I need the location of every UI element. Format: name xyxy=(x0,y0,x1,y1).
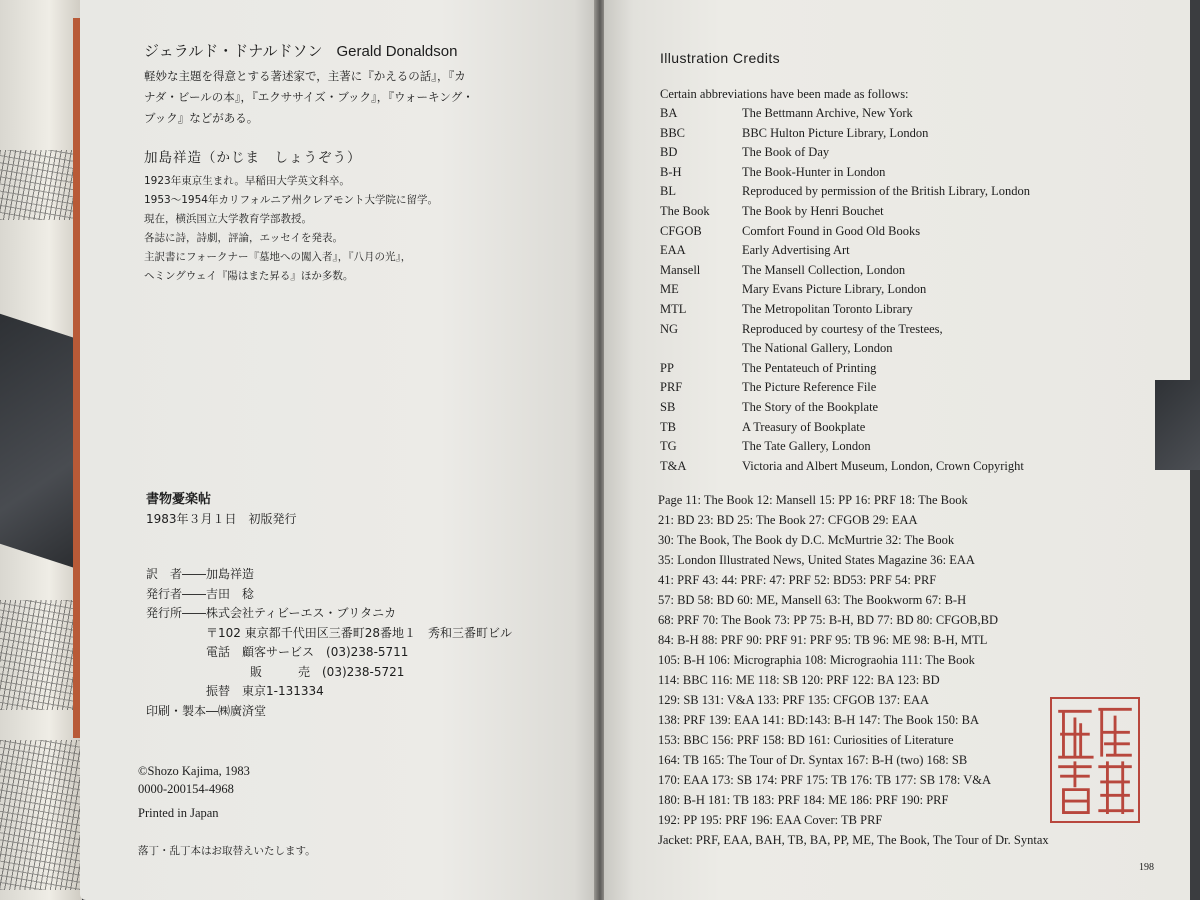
abbreviation-code: B-H xyxy=(660,164,682,179)
translator-bio-line: 主訳書にフォークナー『墓地への闖入者』，『八月の光』， xyxy=(144,251,412,263)
colophon-translator: 訳 者――加島祥造 xyxy=(146,567,255,581)
abbreviation-row xyxy=(660,437,1030,457)
page-credit-line: 114: BBC 116: ME 118: SB 120: PRF 122: BA 123: BD xyxy=(658,673,940,687)
abbreviation-code: The Book xyxy=(660,203,710,218)
abbreviation-table xyxy=(660,104,1030,476)
colophon-phone xyxy=(206,643,512,663)
abbreviation-description: The National Gallery, London xyxy=(742,341,893,356)
abbreviation-code: BA xyxy=(660,106,678,120)
etching-fragment xyxy=(0,740,80,890)
abbreviation-row xyxy=(660,418,1030,438)
page-credit-line: 138: PRF 139: EAA 141: BD:143: B-H 147: The Book 150: BA xyxy=(658,713,979,727)
right-page xyxy=(604,0,1190,900)
abbreviation-description: The Book by Henri Bouchet xyxy=(742,203,884,218)
abbreviation-description: Early Advertising Art xyxy=(742,243,850,258)
abbreviation-description: The Bettmann Archive, New York xyxy=(742,106,913,120)
copyright-block xyxy=(138,762,250,822)
author-bio-line: ブック』などがある。 xyxy=(144,111,259,125)
abbreviation-code: TB xyxy=(660,419,676,434)
abbreviation-description: The Pentateuch of Printing xyxy=(742,360,877,375)
page-credit-line: 30: The Book, The Book dy D.C. McMurtrie 32: The Book xyxy=(658,533,955,547)
abbreviation-row xyxy=(660,124,1030,144)
abbreviation-description: Reproduced by permission of the British Library, London xyxy=(742,184,1031,199)
abbreviation-code: CFGOB xyxy=(660,223,702,238)
page-number: 198 xyxy=(1139,862,1154,873)
abbreviation-description: Reproduced by courtesy of the Trestees, xyxy=(742,321,943,336)
abbreviation-description: The Book-Hunter in London xyxy=(742,164,886,179)
replacement-notice: 落丁・乱丁本はお取替えいたします。 xyxy=(138,845,316,857)
abbreviation-description: The Book of Day xyxy=(742,145,830,160)
translator-bio-line: 現在，横浜国立大学教育学部教授。 xyxy=(144,213,312,225)
abbreviation-row xyxy=(660,359,1030,379)
copyright-line: ©Shozo Kajima, 1983 xyxy=(138,764,250,778)
colophon xyxy=(146,565,512,721)
abbreviation-row xyxy=(660,280,1030,300)
colophon-publisher: 発行所――株式会社ティビーエス・ブリタニカ xyxy=(146,606,397,620)
dark-book-corner-right xyxy=(1155,380,1200,470)
author-bio-line: 軽妙な主題を得意とする著述家で，主著に『かえるの話』，『カ xyxy=(144,69,466,83)
author-heading xyxy=(144,40,457,61)
printed-in-line: Printed in Japan xyxy=(138,806,219,820)
phone-sales: 販 売 (03)238-5721 xyxy=(250,664,405,679)
abbreviation-code: Mansell xyxy=(660,262,701,277)
abbreviation-code: TG xyxy=(660,439,677,454)
abbreviation-row xyxy=(660,241,1030,261)
abbreviation-row xyxy=(660,104,1030,124)
abbreviation-code: T&A xyxy=(660,458,687,473)
colophon-transfer xyxy=(206,682,512,702)
abbreviation-description: The Picture Reference File xyxy=(742,380,877,395)
page-credit-line: Jacket: PRF, EAA, BAH, TB, BA, PP, ME, The Book, The Tour of Dr. Syntax xyxy=(658,833,1049,847)
colophon-printer: 印刷・製本―㈱廣済堂 xyxy=(146,703,267,718)
abbreviation-description: Comfort Found in Good Old Books xyxy=(742,223,921,238)
abbreviation-code: PP xyxy=(660,360,674,375)
book-title: 書物憂楽帖 xyxy=(146,492,212,507)
page-credit-line: 41: PRF 43: 44: PRF: 47: PRF 52: BD53: PRF 54: PRF xyxy=(658,573,937,587)
page-credit-line: 21: BD 23: BD 25: The Book 27: CFGOB 29: EAA xyxy=(658,513,918,527)
page-credit-line: 192: PP 195: PRF 196: EAA Cover: TB PRF xyxy=(658,813,883,827)
abbreviation-description: BBC Hulton Picture Library, London xyxy=(742,125,929,140)
abbreviation-row xyxy=(660,320,1030,340)
abbreviation-description: Victoria and Albert Museum, London, Crown Copyright xyxy=(742,458,1024,473)
etching-fragment xyxy=(0,600,80,710)
translator-bio-line: 各誌に詩，詩劇，評論，エッセイを発表。 xyxy=(144,232,343,244)
abbreviation-row xyxy=(660,378,1030,398)
translator-bio-line: 1953〜1954年カリフォルニア州クレアモント大学院に留学。 xyxy=(144,194,438,206)
abbreviation-code: SB xyxy=(660,399,676,414)
isbn-line: 0000-200154-4968 xyxy=(138,782,234,796)
abbreviation-row xyxy=(660,143,1030,163)
page-credit-list xyxy=(658,490,1049,850)
abbreviation-description: The Story of the Bookplate xyxy=(742,399,879,414)
abbreviation-row xyxy=(660,300,1030,320)
page-credit-line: 170: EAA 173: SB 174: PRF 175: TB 176: TB 177: SB 178: V&A xyxy=(658,773,992,787)
author-bio-line: ナダ・ビールの本』，『エクササイズ・ブック』，『ウォーキング・ xyxy=(144,90,474,104)
page-credit-line: 68: PRF 70: The Book 73: PP 75: B-H, BD 77: BD 80: CFGOB,BD xyxy=(658,613,998,627)
abbreviation-code: BL xyxy=(660,184,676,199)
page-credit-line: 57: BD 58: BD 60: ME, Mansell 63: The Bookworm 67: B-H xyxy=(658,593,967,607)
abbreviation-code: ME xyxy=(660,282,679,297)
translator-bio xyxy=(144,172,544,286)
seal-glyph-strokes xyxy=(1052,699,1138,821)
page-credit-line: Page 11: The Book 12: Mansell 15: PP 16: PRF 18: The Book xyxy=(658,493,968,507)
abbreviation-row xyxy=(660,222,1030,242)
abbreviation-row xyxy=(660,163,1030,183)
abbreviation-code: BD xyxy=(660,145,678,160)
credits-intro: Certain abbreviations have been made as follows: xyxy=(660,87,909,101)
page-credit-line: 129: SB 131: V&A 133: PRF 135: CFGOB 137: EAA xyxy=(658,693,930,707)
page-credit-line: 84: B-H 88: PRF 90: PRF 91: PRF 95: TB 96: ME 98: B-H, MTL xyxy=(658,633,988,647)
abbreviation-description: A Treasury of Bookplate xyxy=(742,419,866,434)
page-credit-line: 35: London Illustrated News, United States Magazine 36: EAA xyxy=(658,553,975,567)
author-name-en: Gerald Donaldson xyxy=(336,43,458,60)
edition-date: 1983年３月１日 初版発行 xyxy=(146,512,297,526)
phone-label: 電話 xyxy=(206,645,231,659)
page-credit-line: 153: BBC 156: PRF 158: BD 161: Curiosities of Literature xyxy=(658,733,954,747)
author-bio xyxy=(144,66,544,129)
abbreviation-description: Mary Evans Picture Library, London xyxy=(742,282,927,297)
abbreviation-code: PRF xyxy=(660,380,683,395)
abbreviation-row xyxy=(660,261,1030,281)
abbreviation-code: NG xyxy=(660,321,679,336)
red-seal-stamp xyxy=(1050,697,1140,823)
transfer-number: 東京1-131334 xyxy=(242,684,324,698)
left-page xyxy=(80,0,595,900)
abbreviation-code: MTL xyxy=(660,301,687,316)
translator-name: 加島祥造（かじま しょうぞう） xyxy=(144,150,362,166)
abbreviation-description: The Mansell Collection, London xyxy=(742,262,906,277)
page-credit-line: 105: B-H 106: Micrographia 108: Micrograohia 111: The Book xyxy=(658,653,975,667)
page-credit-line: 164: TB 165: The Tour of Dr. Syntax 167: B-H (two) 168: SB xyxy=(658,753,968,767)
abbreviation-row xyxy=(660,339,1030,359)
translator-bio-line: ヘミングウェイ『陽はまた昇る』ほか多数。 xyxy=(144,270,354,282)
translator-bio-line: 1923年東京生まれ。早稲田大学英文科卒。 xyxy=(144,175,350,187)
credits-title: Illustration Credits xyxy=(660,50,781,66)
page-credit-line: 180: B-H 181: TB 183: PRF 184: ME 186: PRF 190: PRF xyxy=(658,793,949,807)
abbreviation-code: BBC xyxy=(660,125,686,140)
colophon-publisher-person: 発行者――吉田 稔 xyxy=(146,586,255,601)
phone-customer: 顧客サービス (03)238-5711 xyxy=(242,645,409,659)
abbreviation-row xyxy=(660,182,1030,202)
abbreviation-row xyxy=(660,398,1030,418)
abbreviation-row xyxy=(660,457,1030,477)
abbreviation-code: EAA xyxy=(660,243,686,258)
author-name-jp: ジェラルド・ドナルドソン xyxy=(144,42,323,60)
abbreviation-description: The Tate Gallery, London xyxy=(742,439,871,454)
colophon-address: 〒102 東京都千代田区三番町28番地１ 秀和三番町ビル xyxy=(206,625,512,640)
transfer-label: 振替 xyxy=(206,684,231,698)
etching-fragment xyxy=(0,150,80,220)
abbreviation-row xyxy=(660,202,1030,222)
abbreviation-description: The Metropolitan Toronto Library xyxy=(742,301,913,316)
